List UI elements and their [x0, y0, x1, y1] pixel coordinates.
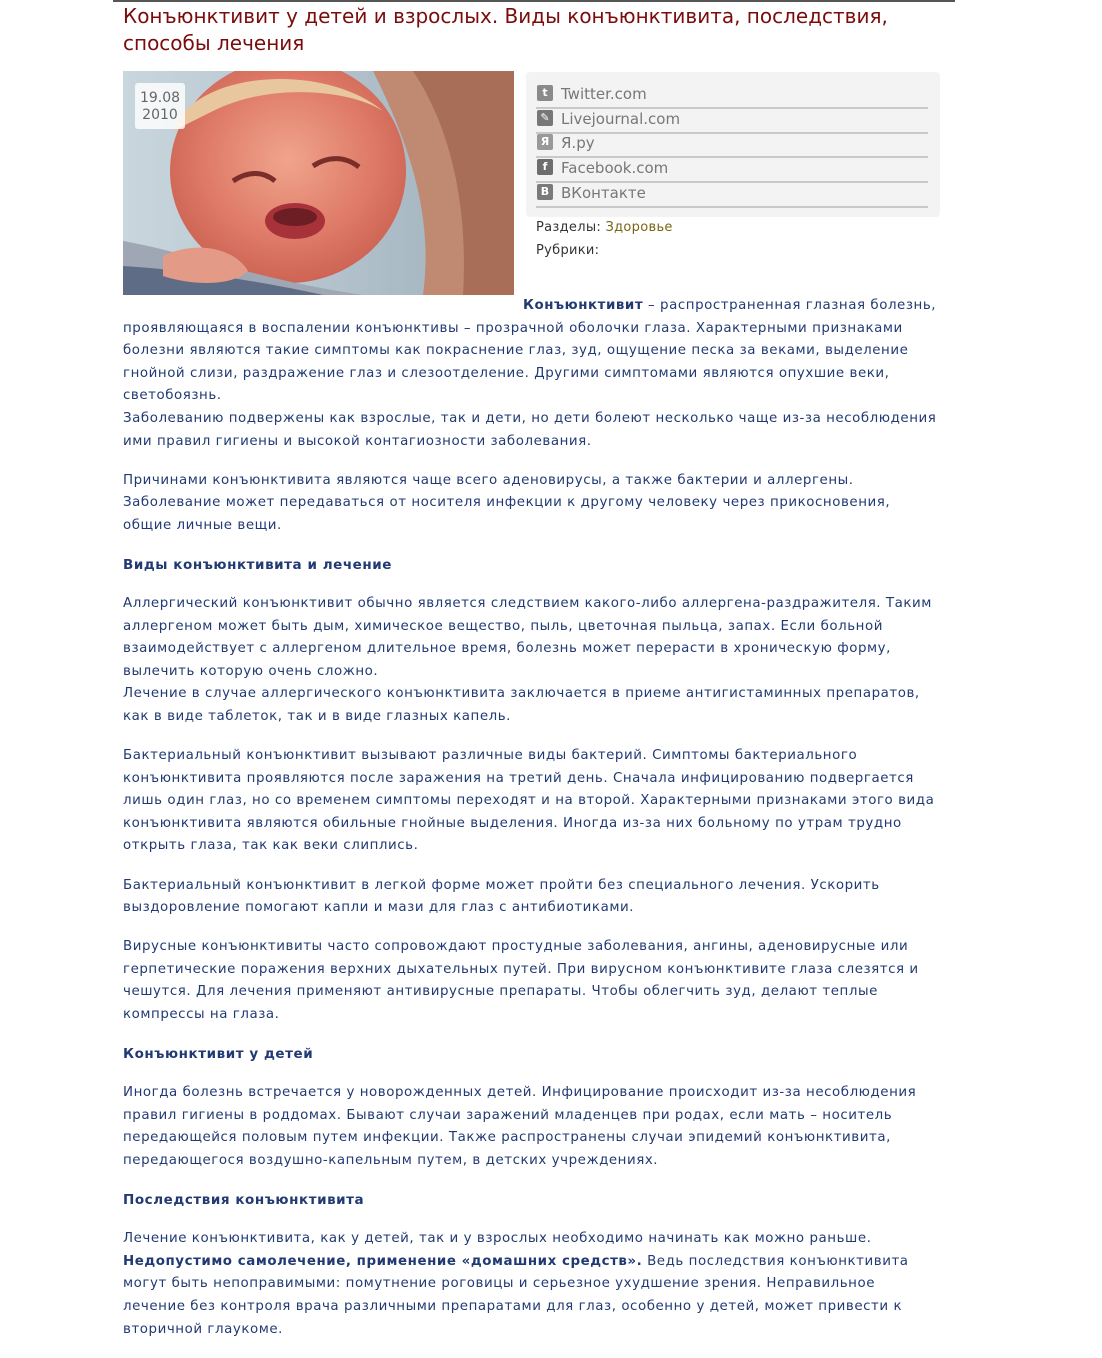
share-yaru[interactable]	[536, 132, 928, 158]
share-panel	[526, 72, 940, 217]
share-vkontakte[interactable]	[536, 182, 928, 208]
article-body	[123, 295, 940, 1358]
article-photo	[123, 71, 514, 295]
paragraph-viral: Вирусные конъюнктивиты часто сопровождают простудные заболевания, ангины, аденовирусные или герпетические поражения верхних дыхательных путей. При вирусном конъюнктивите глаза слезятся и чешутся. Для лечения применяют антивирусные препараты. Чтобы облегчить зуд, делают теплые компрессы на глаза.	[123, 939, 919, 1023]
paragraph-allergic	[123, 593, 940, 729]
share-livejournal[interactable]	[536, 108, 928, 134]
consequences-text-2: Ведь последствия конъюнктивита могут быть непоправимыми: помутнение роговицы и серьезное ухудшение зрения. Неправильное лечение без контроля врача различными препаратами для глаз, особенно у детей, может привести к вторичной глаукоме.	[123, 1253, 909, 1337]
share-label: Я.ру	[561, 134, 595, 152]
share-facebook[interactable]	[536, 157, 928, 183]
heading-types: Виды конъюнктивита и лечение	[123, 556, 392, 573]
share-twitter[interactable]	[536, 83, 928, 109]
date-day: 19.08	[139, 90, 181, 106]
allergic-treatment: Лечение в случае аллергического конъюнктивита заключается в приеме антигистаминных препаратов, как в виде таблеток, так и в виде глазных капель.	[123, 686, 920, 724]
intro-keyword: Конъюнктивит	[523, 298, 644, 313]
consequences-warning: Недопустимо самолечение, применение «домашних средств».	[123, 1253, 643, 1269]
paragraph-causes: Причинами конъюнктивита являются чаще всего аденовирусы, а также бактерии и аллергены. Заболевание может передаваться от носителя инфекции к другому человеку через прикосновения, общие личные вещи.	[123, 472, 891, 533]
date-badge	[135, 83, 185, 129]
paragraph-consequences	[123, 1228, 940, 1341]
share-label: Livejournal.com	[561, 110, 681, 128]
article-title: Конъюнктивит у детей и взрослых. Виды конъюнктивита, последствия, способы лечения	[123, 4, 888, 55]
heading-children: Конъюнктивит у детей	[123, 1046, 314, 1063]
paragraph-intro	[123, 295, 940, 453]
allergic-text: Аллергический конъюнктивит обычно является следствием какого-либо аллергена-раздражителя. Таким аллергеном может быть дым, химическое вещество, пыль, цветочная пыльца, запах. Если больной взаимодействует с аллергеном длительное время, болезнь может перерасти в хроническую форму, вылечить которую очень сложно.	[123, 596, 932, 679]
sections-label: Разделы:	[536, 220, 602, 235]
intro-text-2: Заболеванию подвержены как взрослые, так и дети, но дети болеют несколько чаще из-за несоблюдения ими правил гигиены и высокой контагиозности заболевания.	[123, 410, 937, 449]
livejournal-icon: ✎	[537, 110, 553, 126]
facebook-icon: f	[537, 159, 553, 175]
share-label: ВКонтакте	[561, 184, 646, 202]
rubrics-line	[536, 243, 599, 258]
paragraph-bacterial-treatment: Бактериальный конъюнктивит в легкой форме может пройти без специального лечения. Ускорить выздоровление помогают капли и мази для глаз с антибиотиками.	[123, 877, 880, 916]
heading-consequences: Последствия конъюнктивита	[123, 1192, 365, 1209]
intro-text: – распространенная глазная болезнь, проявляющаяся в воспалении конъюнктивы – прозрачной оболочки глаза. Характерными признаками болезни являются такие симптомы как покраснение глаз, зуд, ощущение песка за веками, выделение гнойной слизи, раздражение глаз и слезоотделение. Другими симптомами являются опухшие веки, светобоязнь.	[123, 298, 937, 404]
section-link-health[interactable]: Здоровье	[605, 220, 673, 235]
share-label: Facebook.com	[561, 159, 669, 177]
top-divider	[113, 0, 955, 2]
consequences-text: Лечение конъюнктивита, как у детей, так и у взрослых необходимо начинать как можно раньше.	[123, 1231, 872, 1247]
vkontakte-icon: B	[537, 184, 553, 200]
sections-line	[536, 220, 673, 235]
paragraph-bacterial: Бактериальный конъюнктивит вызывают различные виды бактерий. Симптомы бактериального конъюнктивита проявляются после заражения на третий день. Сначала инфицированию подвергается лишь один глаз, но со временем симптомы переходят и на второй. Характерными признаками этого вида конъюнктивита являются обильные гнойные выделения. Иногда из-за них больному по утрам трудно открыть глаза, так как веки слиплись.	[123, 748, 935, 854]
date-year: 2010	[142, 107, 178, 123]
paragraph-children: Иногда болезнь встречается у новорожденных детей. Инфицирование происходит из-за несоблюдения правил гигиены в роддомах. Бывают случаи заражений младенцев при родах, если мать – носитель передающейся половым путем инфекции. Также распространены случаи эпидемий конъюнктивита, передающегося воздушно-капельным путем, в детских учреждениях.	[123, 1085, 917, 1168]
twitter-icon: t	[537, 85, 553, 101]
yaru-icon: Я	[537, 134, 553, 150]
share-label: Twitter.com	[561, 85, 647, 103]
rubrics-label: Рубрики:	[536, 243, 600, 258]
